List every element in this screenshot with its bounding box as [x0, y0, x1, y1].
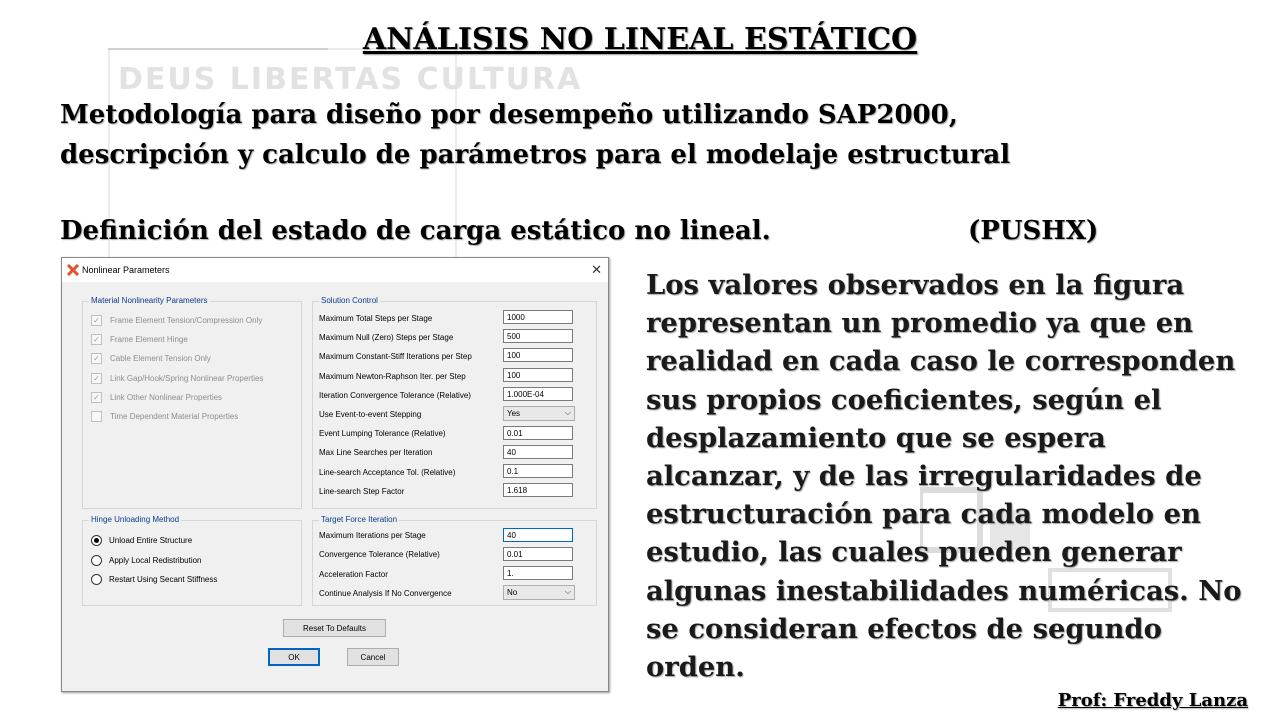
solution-control-group [312, 296, 597, 509]
radio-restart-secant-stiffness[interactable]: Restart Using Secant Stiffness [91, 574, 217, 585]
field-label: Maximum Total Steps per Stage [319, 314, 433, 323]
target-force-iteration-group [312, 515, 597, 606]
checkbox-check-icon: ✓ [91, 334, 102, 345]
explanation-paragraph: Los valores observados en la figura representan un promedio ya que en realidad en cada caso le corresponden sus propios coeficientes, según el desplazamiento que se espera alcanzar, y de las irregularidades de estructuración para cada modelo en estudio, las cuales pueden generar algunas inestabilidades numéricas. No se consideran efectos de segundo orden. [646, 269, 1242, 684]
max-line-searches-input[interactable]: 40 [503, 445, 573, 459]
field-label: Line-search Acceptance Tol. (Relative) [319, 468, 456, 477]
radio-apply-local-redistribution[interactable]: Apply Local Redistribution [91, 555, 202, 566]
radio-unselected-icon [91, 555, 102, 566]
max-newton-raphson-iterations-input[interactable]: 100 [503, 368, 573, 382]
line-search-step-factor-input[interactable]: 1.618 [503, 483, 573, 497]
field-label: Maximum Newton-Raphson Iter. per Step [319, 372, 466, 381]
reset-defaults-button[interactable]: Reset To Defaults [283, 619, 386, 637]
checkbox-check-icon: ✓ [91, 392, 102, 403]
field-label: Line-search Step Factor [319, 487, 405, 496]
checkbox-check-icon: ✓ [91, 315, 102, 326]
field-label: Maximum Null (Zero) Steps per Stage [319, 333, 454, 342]
dialog-title: Nonlinear Parameters [82, 265, 170, 275]
checkbox-link-other-nonlinear[interactable]: ✓ Link Other Nonlinear Properties [91, 391, 222, 403]
acceleration-factor-input[interactable]: 1. [503, 566, 573, 580]
field-label: Continue Analysis If No Convergence [319, 589, 452, 598]
field-label: Use Event-to-event Stepping [319, 410, 422, 419]
field-label: Maximum Iterations per Stage [319, 531, 426, 540]
close-icon[interactable]: ✕ [591, 262, 602, 277]
chevron-down-icon: ⌵ [564, 408, 571, 417]
checkbox-check-icon: ✓ [91, 353, 102, 364]
line-search-acceptance-input[interactable]: 0.1 [503, 464, 573, 478]
convergence-tolerance-input[interactable]: 0.01 [503, 547, 573, 561]
slide-subtitle-line-2: descripción y calculo de parámetros para el modelaje estructural [60, 140, 1011, 170]
chevron-down-icon: ⌵ [564, 587, 571, 596]
group-label: Target Force Iteration [321, 515, 398, 524]
ok-button[interactable]: OK [268, 648, 320, 666]
radio-selected-icon [91, 535, 102, 546]
field-label: Event Lumping Tolerance (Relative) [319, 429, 446, 438]
checkbox-check-icon: ✓ [91, 373, 102, 384]
field-label: Convergence Tolerance (Relative) [319, 550, 440, 559]
checkbox-time-dependent[interactable]: Time Dependent Material Properties [91, 410, 238, 422]
checkbox-frame-hinge[interactable]: ✓ Frame Element Hinge [91, 333, 188, 345]
cancel-button[interactable]: Cancel [347, 648, 399, 666]
slide-title: ANÁLISIS NO LINEAL ESTÁTICO [362, 22, 918, 57]
material-nonlinearity-group [82, 296, 302, 509]
group-label: Material Nonlinearity Parameters [91, 296, 208, 305]
max-constant-stiff-iterations-input[interactable]: 100 [503, 348, 573, 362]
dialog-titlebar [62, 258, 608, 282]
max-iterations-per-stage-input[interactable]: 40 [503, 528, 573, 542]
group-label: Hinge Unloading Method [91, 515, 180, 524]
max-null-steps-input[interactable]: 500 [503, 329, 573, 343]
hinge-unloading-group [82, 515, 302, 606]
section-heading: Definición del estado de carga estático no lineal. [60, 216, 771, 246]
author-credit: Prof: Freddy Lanza [1057, 690, 1248, 711]
sap2000-app-icon [67, 264, 79, 276]
continue-if-no-convergence-select[interactable]: No ⌵ [503, 585, 575, 600]
field-label: Max Line Searches per Iteration [319, 448, 433, 457]
checkbox-empty-icon [91, 411, 102, 422]
slide-subtitle-line-1: Metodología para diseño por desempeño utilizando SAP2000, [60, 100, 958, 130]
checkbox-frame-tension-compression[interactable]: ✓ Frame Element Tension/Compression Only [91, 314, 262, 326]
event-to-event-stepping-select[interactable]: Yes ⌵ [503, 406, 575, 421]
field-label: Acceleration Factor [319, 570, 388, 579]
nonlinear-parameters-dialog [61, 257, 609, 692]
event-lumping-tolerance-input[interactable]: 0.01 [503, 426, 573, 440]
section-tag: (PUSHX) [968, 216, 1099, 246]
radio-unselected-icon [91, 574, 102, 585]
iteration-convergence-tolerance-input[interactable]: 1.000E-04 [503, 387, 573, 401]
radio-unload-entire-structure[interactable]: Unload Entire Structure [91, 535, 192, 546]
field-label: Iteration Convergence Tolerance (Relative) [319, 391, 471, 400]
group-label: Solution Control [321, 296, 378, 305]
checkbox-link-gap-hook-spring[interactable]: ✓ Link Gap/Hook/Spring Nonlinear Properties [91, 372, 263, 384]
field-label: Maximum Constant-Stiff Iterations per Step [319, 352, 472, 361]
checkbox-cable-tension-only[interactable]: ✓ Cable Element Tension Only [91, 352, 211, 364]
max-total-steps-input[interactable]: 1000 [503, 310, 573, 324]
watermark-motto: DEUS LIBERTAS CULTURA [118, 62, 583, 97]
